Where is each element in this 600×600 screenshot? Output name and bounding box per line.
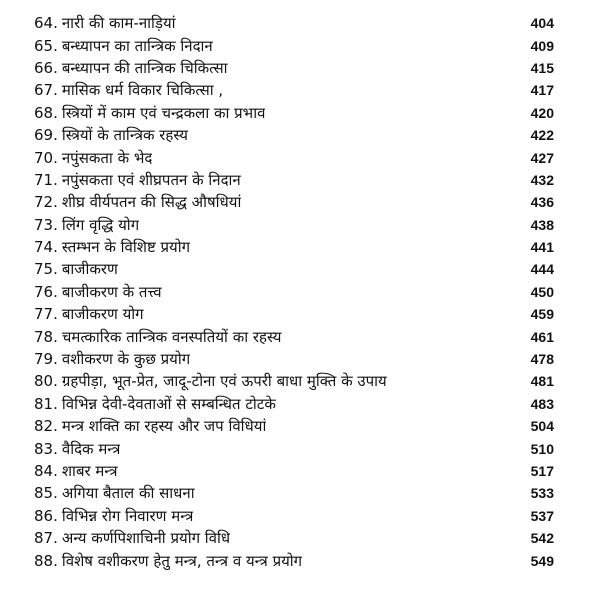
toc-entry-title: बन्ध्यापन की तान्त्रिक चिकित्सा — [61, 58, 228, 77]
toc-entry-heading — [34, 282, 162, 302]
toc-entry-number: 74. — [34, 238, 58, 257]
toc-entry-page-number: 422 — [530, 127, 554, 144]
toc-entry-number: 72. — [34, 193, 58, 212]
toc-entry-title: स्त्रियों में काम एवं चन्द्रकला का प्रभाव — [61, 103, 266, 122]
toc-entry — [34, 348, 554, 370]
toc-entry-page-number: 409 — [530, 37, 554, 54]
toc-entry-title: वैदिक मन्त्र — [61, 439, 121, 458]
toc-entry-page-number: 450 — [530, 283, 554, 300]
toc-entry-title: नपुंसकता एवं शीघ्रपतन के निदान — [61, 170, 241, 189]
toc-entry-title: ग्रहपीड़ा, भूत-प्रेत, जादू-टोना एवं ऊपरी बाधा मुक्ति के उपाय — [61, 372, 387, 391]
toc-entry-page-number: 537 — [530, 507, 554, 524]
toc-entry-title: लिंग वृद्धि योग — [61, 215, 140, 234]
toc-entry-heading — [34, 80, 223, 100]
toc-entry-page-number: 420 — [530, 104, 554, 121]
toc-entry-heading — [34, 506, 193, 526]
toc-entry-number: 64. — [34, 14, 58, 33]
toc-entry-heading — [34, 58, 228, 78]
toc-entry-number: 71. — [34, 170, 58, 189]
toc-entry — [34, 393, 554, 415]
toc-entry-heading — [34, 237, 190, 257]
toc-entry-title: बाजीकरण योग — [61, 305, 144, 324]
toc-entry-title: शीघ्र वीर्यपतन की सिद्ध औषधियां — [61, 193, 242, 212]
toc-entry-title: नारी की काम-नाड़ियां — [61, 14, 176, 33]
toc-entry-page-number: 461 — [530, 328, 554, 345]
toc-entry-number: 76. — [34, 282, 58, 301]
toc-entry-page-number: 415 — [530, 59, 554, 76]
toc-entry-title: चमत्कारिक तान्त्रिक वनस्पतियों का रहस्य — [61, 327, 282, 346]
toc-entry-title: मासिक धर्म विकार चिकित्सा , — [61, 81, 224, 100]
toc-entry-heading — [34, 170, 241, 190]
toc-entry-title: बाजीकरण — [61, 260, 118, 279]
toc-entry-page-number: 436 — [530, 194, 554, 211]
toc-entry-page-number: 517 — [530, 463, 554, 479]
toc-entry — [34, 258, 554, 280]
toc-entry-heading — [34, 371, 387, 391]
toc-entry-heading — [34, 528, 230, 548]
toc-entry — [34, 236, 554, 258]
toc-entry — [34, 437, 554, 459]
toc-entry-heading — [34, 215, 139, 235]
toc-entry-number: 66. — [34, 58, 58, 77]
toc-entry — [34, 79, 554, 101]
toc-entry-heading — [34, 349, 190, 369]
toc-entry-number: 65. — [34, 36, 58, 55]
toc-entry — [34, 482, 554, 504]
toc-entry-number: 80. — [34, 372, 58, 391]
toc-entry — [34, 214, 554, 236]
toc-entry-heading — [34, 461, 118, 481]
toc-entry-heading — [34, 327, 282, 347]
toc-entry-page-number: 441 — [530, 239, 554, 256]
toc-entry-number: 81. — [34, 394, 58, 413]
toc-entry-title: अन्य कर्णपिशाचिनी प्रयोग विधि — [61, 529, 231, 548]
toc-entry — [34, 146, 554, 168]
toc-entry-title: बन्ध्यापन का तान्त्रिक निदान — [61, 36, 213, 55]
toc-entry-title: विभिन्न देवी-देवताओं से सम्बन्धित टोटके — [61, 394, 276, 413]
toc-entry-title: बाजीकरण के तत्त्व — [61, 282, 162, 301]
toc-entry-heading — [34, 551, 302, 571]
toc-entry-title: विभिन्न रोग निवारण मन्त्र — [61, 506, 194, 525]
toc-entry-page-number: 427 — [530, 149, 554, 166]
toc-entry — [34, 281, 554, 303]
toc-entry-number: 84. — [34, 462, 58, 480]
toc-entry — [34, 527, 554, 549]
toc-entry-page-number: 533 — [530, 485, 554, 502]
toc-entry-page-number: 417 — [530, 82, 554, 99]
toc-entry-number: 83. — [34, 439, 58, 458]
toc-entry-heading — [34, 148, 152, 168]
toc-entry-heading — [34, 259, 118, 279]
toc-entry-number: 78. — [34, 327, 58, 346]
toc-entry-title: विशेष वशीकरण हेतु मन्त्र, तन्त्र व यन्त्र प्रयोग — [61, 551, 303, 570]
toc-entry-title: स्तम्भन के विशिष्ट प्रयोग — [61, 238, 191, 257]
toc-entry-page-number: 459 — [530, 306, 554, 323]
toc-entry-number: 68. — [34, 103, 58, 122]
toc-entry-heading — [34, 103, 265, 123]
toc-entry-heading — [34, 416, 266, 436]
toc-entry — [34, 325, 554, 347]
toc-entry-number: 85. — [34, 484, 58, 503]
toc-entry-page-number: 478 — [530, 351, 554, 368]
toc-entry — [34, 34, 554, 56]
toc-entry — [34, 12, 554, 34]
toc-entry — [34, 303, 554, 325]
toc-entry-heading — [34, 192, 241, 212]
toc-entry-number: 73. — [34, 215, 58, 234]
toc-entry — [34, 102, 554, 124]
toc-entry-heading — [34, 439, 120, 459]
toc-entry-title: शाबर मन्त्र — [61, 462, 118, 480]
toc-entry-number: 77. — [34, 305, 58, 324]
toc-entry-title: वशीकरण के कुछ प्रयोग — [61, 350, 191, 369]
toc-entry-title: नपुंसकता के भेद — [61, 148, 153, 167]
toc-entry — [34, 169, 554, 191]
toc-entry-heading — [34, 36, 213, 56]
toc-entry-page-number: 432 — [530, 171, 554, 188]
toc-entry-heading — [34, 304, 144, 324]
toc-entry — [34, 549, 554, 571]
toc-entry-page-number: 504 — [530, 418, 554, 435]
toc-entry-number: 75. — [34, 260, 58, 279]
toc-entry-title: मन्त्र शक्ति का रहस्य और जप विधियां — [61, 417, 267, 436]
toc-entry — [34, 505, 554, 527]
toc-entry-number: 86. — [34, 506, 58, 525]
toc-entry-number: 87. — [34, 529, 58, 548]
toc-entry-page-number: 542 — [530, 530, 554, 547]
table-of-contents — [34, 12, 554, 572]
toc-entry — [34, 191, 554, 213]
toc-entry-title: अगिया बैताल की साधना — [61, 484, 195, 503]
toc-entry-page-number: 444 — [530, 261, 554, 278]
toc-entry-heading — [34, 394, 276, 414]
toc-entry — [34, 57, 554, 79]
toc-entry-heading — [34, 13, 176, 33]
toc-entry-page-number: 404 — [530, 15, 554, 32]
toc-entry-page-number: 438 — [530, 216, 554, 233]
toc-entry-number: 79. — [34, 350, 58, 369]
toc-entry-page-number: 510 — [530, 440, 554, 457]
toc-entry-page-number: 481 — [530, 373, 554, 390]
toc-entry-title: स्त्रियों के तान्त्रिक रहस्य — [61, 126, 188, 145]
toc-entry-page-number: 483 — [530, 395, 554, 412]
toc-entry-page-number: 549 — [530, 552, 554, 569]
toc-entry-number: 70. — [34, 148, 58, 167]
toc-entry — [34, 415, 554, 437]
toc-entry-number: 88. — [34, 551, 58, 570]
toc-entry-heading — [34, 483, 195, 503]
toc-entry — [34, 124, 554, 146]
toc-entry — [34, 370, 554, 392]
toc-entry-number: 67. — [34, 81, 58, 100]
toc-entry-number: 82. — [34, 417, 58, 436]
toc-entry — [34, 460, 554, 482]
toc-entry-heading — [34, 125, 188, 145]
toc-entry-number: 69. — [34, 126, 58, 145]
